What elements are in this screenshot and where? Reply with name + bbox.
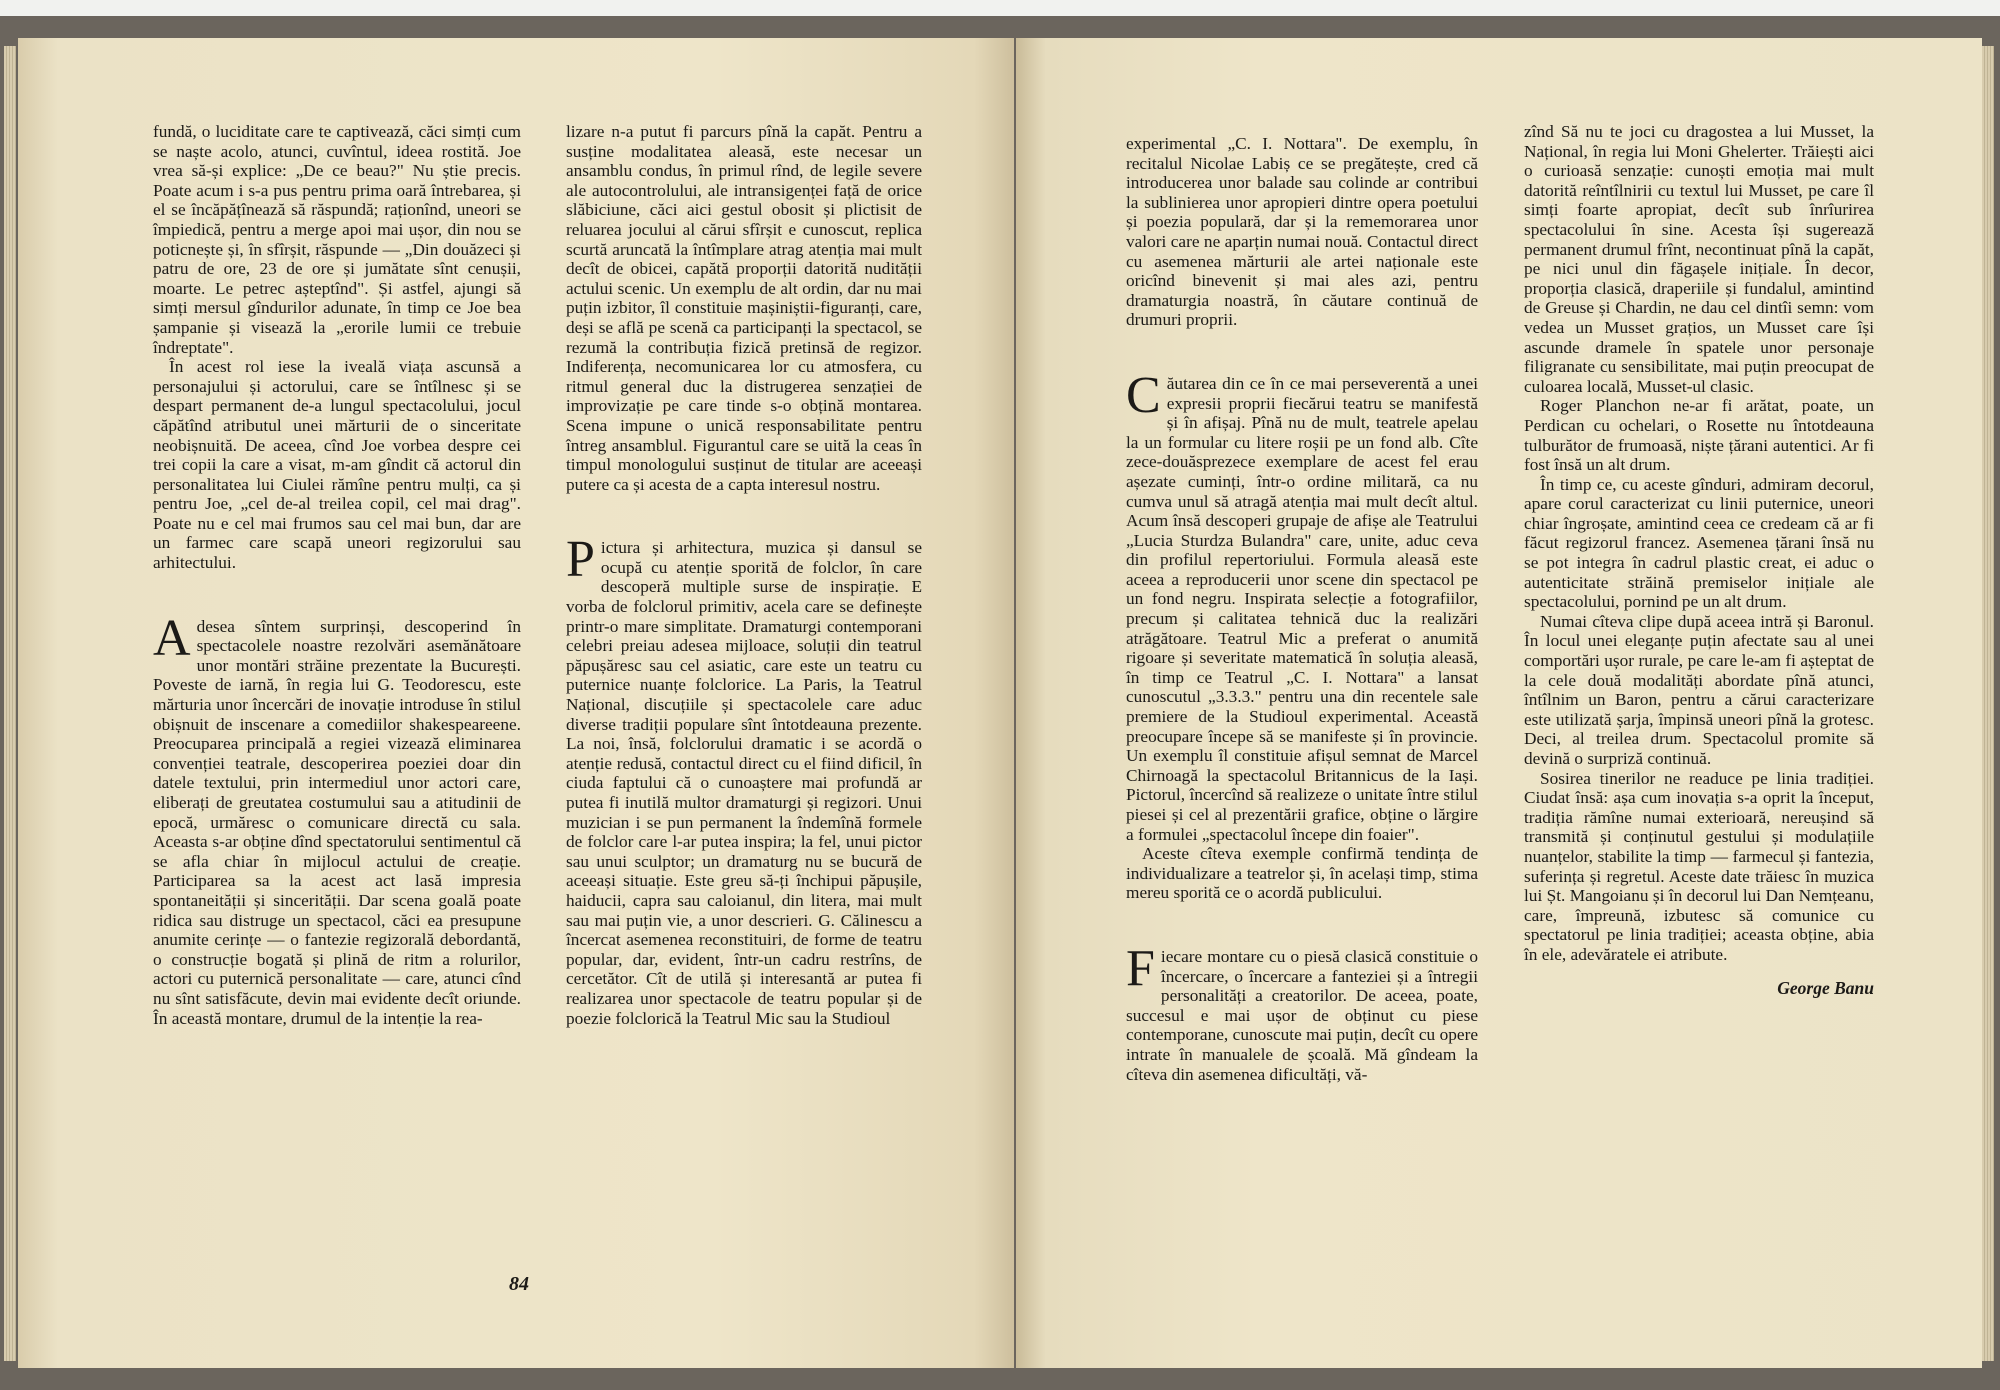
paragraph bbox=[153, 122, 521, 357]
paragraph-text: experimental „C. I. Nottara". De exemplu, în recitalul Nicolae Labiș ce se pregătește, cred că introducerea unor balade sau colinde ar contribui la sublinierea unor apropieri dintre opera poetului și poezia populară, dar și la rememorarea unor valori care ne aparțin numai nouă. Contactul direct cu asemenea mărturii ale artei naționale este oricînd binevenit și mai ales azi, pentru dramaturgia noastră, în căutare continuă de drumuri proprii. bbox=[1126, 134, 1478, 330]
paragraph-text: Aceste cîteva exemple confirmă tendința de individualizare a teatrelor și, în același timp, stima mereu sporită ce o acordă publicului. bbox=[1126, 844, 1478, 903]
author-signature: George Banu bbox=[1777, 977, 1874, 998]
drop-cap: A bbox=[153, 609, 191, 667]
book-spread bbox=[0, 16, 2000, 1390]
drop-cap: C bbox=[1126, 366, 1161, 424]
paragraph-text: ăutarea din ce în ce mai perseverentă a unei expresii proprii fiecărui teatru se manifestă și în afișaj. Pînă nu de mult, teatrele apelau la un formular cu litere roșii pe un fond alb. Cîte zece-douăsprezece exemplare de acest fel erau așezate cuminți, într-o ordine militară, ca nu cumva unul să atragă atenția mai mult decît altul. Acum însă descoperi grupaje de afișe ale Teatrului „Lucia Sturdza Bulandra" care, unite, aduc ceva din profilul repertoriului. Formula aleasă este aceea a reproducerii unor scene din spectacol pe un fond negru. Inspirata selecție a fotografiilor, precum și calitatea tehnică duc la realizări atrăgătoare. Teatrul Mic a preferat o anumită rigoare și severitate matematică în soluția aleasă, în timp ce Teatrul „C. I. Nottara" a lansat cunoscutul „3.3.3." pentru una din recentele sale premiere de la Studioul experimental. Această preocupare începe să se manifeste și în provincie. Un exemplu îl constituie afișul semnat de Marcel Chirnoagă la spectacolul Britannicus de la Iași. Pictorul, încercînd să realizeze o unitate între stilul piesei și cel al prezentării grafice, obține o lărgire a formulei „spectacolul începe din foaier". bbox=[1126, 373, 1478, 844]
paragraph bbox=[1524, 396, 1874, 474]
left-page-column-1 bbox=[153, 122, 521, 1028]
paragraph-text: desea sîntem surprinși, descoperind în spectacolele noastre rezolvări asemănătoare unor montări străine prezentate la București. Poveste de iarnă, în regia lui G. Teodorescu, este mărturia unor încercări de inovație introduse în stilul obișnuit de inscenare a comediilor shakespeareene. Preocuparea principală a regiei vizează eliminarea convenției teatrale, descoperirea poeziei doar din datele textului, prin intermediul unor actori care, eliberați de greutatea costumului sau a atitudinii de epocă, urmăresc o comunicare directă cu sala. Aceasta s-ar obține dînd spectatorului sentimentul că se afla chiar în mijlocul actului de creație. Participarea sa la acest act lasă impresia spontaneității și sincerității. Dar scena goală poate ridica sau distruge un spectacol, căci ea presupune anumite cerințe — o fantezie regizorală debordantă, o construcție bogată și plină de ritm a rolurilor, actori cu puternică personalitate — care, atunci cînd nu sînt satisfăcute, devin mai evidente decît oriunde. În această montare, drumul de la intenție la rea- bbox=[153, 616, 521, 1028]
left-page-column-2 bbox=[566, 122, 922, 1028]
paragraph bbox=[1524, 612, 1874, 769]
paragraph bbox=[1524, 122, 1874, 396]
paragraph bbox=[1126, 134, 1478, 330]
paragraph-text: Numai cîteva clipe după aceea intră și Baronul. În locul unei eleganțe puțin afectate sau al unei comportări ușor rurale, pe care le-am fi așteptat de la cele două modalități abordate pînă atunci, întîlnim un Baron, pentru a cărui caracterizare este utilizată șarja, împinsă uneori pînă la grotesc. Deci, al treilea drum. Spectacolul promite să devină o surpriză continuă. bbox=[1524, 611, 1874, 768]
left-page bbox=[18, 38, 1014, 1368]
right-page bbox=[1016, 38, 1982, 1368]
paragraph bbox=[153, 609, 521, 1028]
paragraph-text: zînd Să nu te joci cu dragostea a lui Musset, la Național, în regia lui Moni Ghelerter. Trăiești aici o curioasă senzație: cunoști emoția mai mult datorită reîntîlnirii cu textul lui Musset, pe care îl simți foarte apropiat, decît sub înrîurirea spectacolului în sine. Acesta își sugerează permanent drumul frînt, necontinuat pînă la capăt, pe nici unul din făgașele inițiale. În decor, proporția clasică, draperiile și fundalul, amintind de Greuse și Chardin, ne dau cel dintîi semn: vom vedea un Musset grațios, un Musset care își ascunde dramele în spatele unor personaje filigranate cu sensibilitate, mai puțin preocupat de culoarea locală, Musset-ul clasic. bbox=[1524, 122, 1874, 396]
paragraph-text: Sosirea tinerilor ne readuce pe linia tradiției. Ciudat însă: așa cum inovația s-a oprit la început, tradiția rămîne numai exterioară, nereușind să transmită și conținutul gestului și modulațiile nuanțelor, stabilite la timp — farmecul și fantezia, suferința și regretul. Aceste date trăiesc în muzica lui Șt. Mangoianu și în decorul lui Dan Nemțeanu, care, împreună, izbutesc să comunice cu spectatorul pe linia tradiției; aceasta obține, abia în ele, adevăratele ei atribute. bbox=[1524, 768, 1874, 964]
page-number: 84 bbox=[509, 1273, 529, 1295]
paragraph-text: lizare n-a putut fi parcurs pînă la capăt. Pentru a susține modalitatea aleasă, este necesar un ansamblu condus, în primul rînd, de legile severe ale autocontrolului, ale intransigenței față de orice slăbiciune, căci aici gestul obosit și plictisit de reluarea jocului al cărui sfîrșit e cunoscut, replica scurtă aruncată la întîmplare atrag atenția mai mult decît de obicei, capătă proporții datorită nudității actului scenic. Un exemplu de alt ordin, dar nu mai puțin izbitor, îl constituie mașiniștii-figuranți, care, deși se află pe scenă ca participanți la spectacol, se rezumă la contribuția fizică pretinsă de regizor. Indiferența, necomunicarea lor cu atmosfera, cu ritmul general duc la distrugerea senzației de improvizație pe care tinde s-o obțină montarea. Scena impune o unică responsabilitate pentru întreg ansamblul. Figurantul care se uită la ceas în timpul monologului susținut de titular are aceeași putere ca și acesta de a capta interesul nostru. bbox=[566, 122, 922, 494]
paragraph-text: Roger Planchon ne-ar fi arătat, poate, un Perdican cu ochelari, o Rosette nu întotdeauna tulburător de frumoasă, niște țărani autentici. Ar fi fost însă un alt drum. bbox=[1524, 396, 1874, 475]
paragraph-text: iecare montare cu o piesă clasică constituie o încercare, o încercare a fanteziei și a întregii personalități a creatorilor. De aceea, poate, succesul e mai ușor de obținut cu piese contemporane, cunoscute mai puțin, decît cu opere intrate în manualele de școală. Mă gîndeam la cîteva din asemenea dificultăți, vă- bbox=[1126, 946, 1478, 1084]
right-page-edge bbox=[1982, 46, 1994, 1361]
left-page-edge bbox=[4, 46, 16, 1361]
paragraph bbox=[153, 357, 521, 573]
right-page-column-1 bbox=[1126, 134, 1478, 1084]
paragraph bbox=[1524, 769, 1874, 965]
paragraph bbox=[566, 531, 922, 1028]
paragraph bbox=[1524, 475, 1874, 612]
drop-cap: P bbox=[566, 531, 595, 589]
paragraph bbox=[1126, 844, 1478, 903]
drop-cap: F bbox=[1126, 939, 1155, 997]
paragraph bbox=[1126, 366, 1478, 844]
paragraph-text: În acest rol iese la iveală viața ascunsă a personajului și actorului, care se întîlnesc și se despart permanent de-a lungul spectacolului, jocul căpătînd atributul unei mărturii de o sinceritate neobișnuită. De aceea, cînd Joe vorbea despre cei trei copii la care a visat, m-am gîndit că actorul din personalitatea lui Ciulei rămîne pentru mulți, ca și pentru Joe, „cel de-al treilea copil, cel mai drag". Poate nu e cel mai frumos sau cel mai bun, dar are un farmec care scapă uneori regizorului sau arhitectului. bbox=[153, 357, 521, 573]
paragraph-text: În timp ce, cu aceste gînduri, admiram decorul, apare corul caracterizat cu linii puternice, uneori chiar îngroșate, amintind ceea ce credeam că ar fi făcut regizorul francez. Asemenea țărani însă nu se pot integra în cadrul plastic creat, ei aduc o autenticitate străină premiselor inițiale ale spectacolului, pornind pe un alt drum. bbox=[1524, 474, 1874, 612]
paragraph bbox=[1126, 939, 1478, 1084]
right-page-column-2 bbox=[1524, 122, 1874, 998]
paragraph-text: fundă, o luciditate care te captivează, căci simți cum se naște acolo, atunci, cuvîntul, ideea rostită. Joe vrea să-și explice: „De ce beau?" Nu știe precis. Poate acum i s-a pus pentru prima oară întrebarea, și el se încăpățînează să răspundă; raționînd, uneori se împiedică, pentru a merge apoi mai ușor, din nou se poticnește și, în sfîrșit, răspunde — „Din douăzeci și patru de ore, 23 de ore și jumătate sînt cenușii, moarte. Le petrec așteptînd". Și astfel, ajungi să simți mersul gîndurilor adunate, în timp ce Joe bea șampanie și visează la „erorile lumii ce trebuie îndreptate". bbox=[153, 122, 521, 357]
paragraph-text: ictura și arhitectura, muzica și dansul se ocupă cu atenție sporită de folclor, în care descoperă multiple surse de inspirație. E vorba de folclorul primitiv, acela care se definește printr-o mare simplitate. Dramaturgi contemporani celebri preiau adesea mijloace, soluții din teatrul păpușăresc sau cel asiatic, care este un teatru cu puternice nuanțe folclorice. La Paris, la Teatrul Național, discuțiile și spectacolele care aduc diverse tradiții populare sînt întotdeauna prezente. La noi, însă, folclorului dramatic i se acordă o atenție redusă, contactul direct cu el fiind dificil, în ciuda faptului că o cunoaștere mai profundă ar putea fi inutilă multor dramaturgi și regizori. Unui muzician i se pun permanent la îndemînă formele de folclor care l-ar putea inspira; la fel, unui pictor sau unui sculptor; un dramaturg nu se bucură de aceeași situație. Este greu să-ți închipui păpușile, haiducii, capra sau caloianul, din litera, mai mult sau mai puțin vie, a unor descrieri. G. Călinescu a încercat asemenea reconstituiri, de forme de teatru popular, dar, evident, într-un cadru restrîns, de cercetător. Cît de utilă și interesantă ar putea fi realizarea unor spectacole de teatru popular și de poezie folclorică la Teatrul Mic sau la Studioul bbox=[566, 538, 922, 1028]
paragraph bbox=[566, 122, 922, 494]
